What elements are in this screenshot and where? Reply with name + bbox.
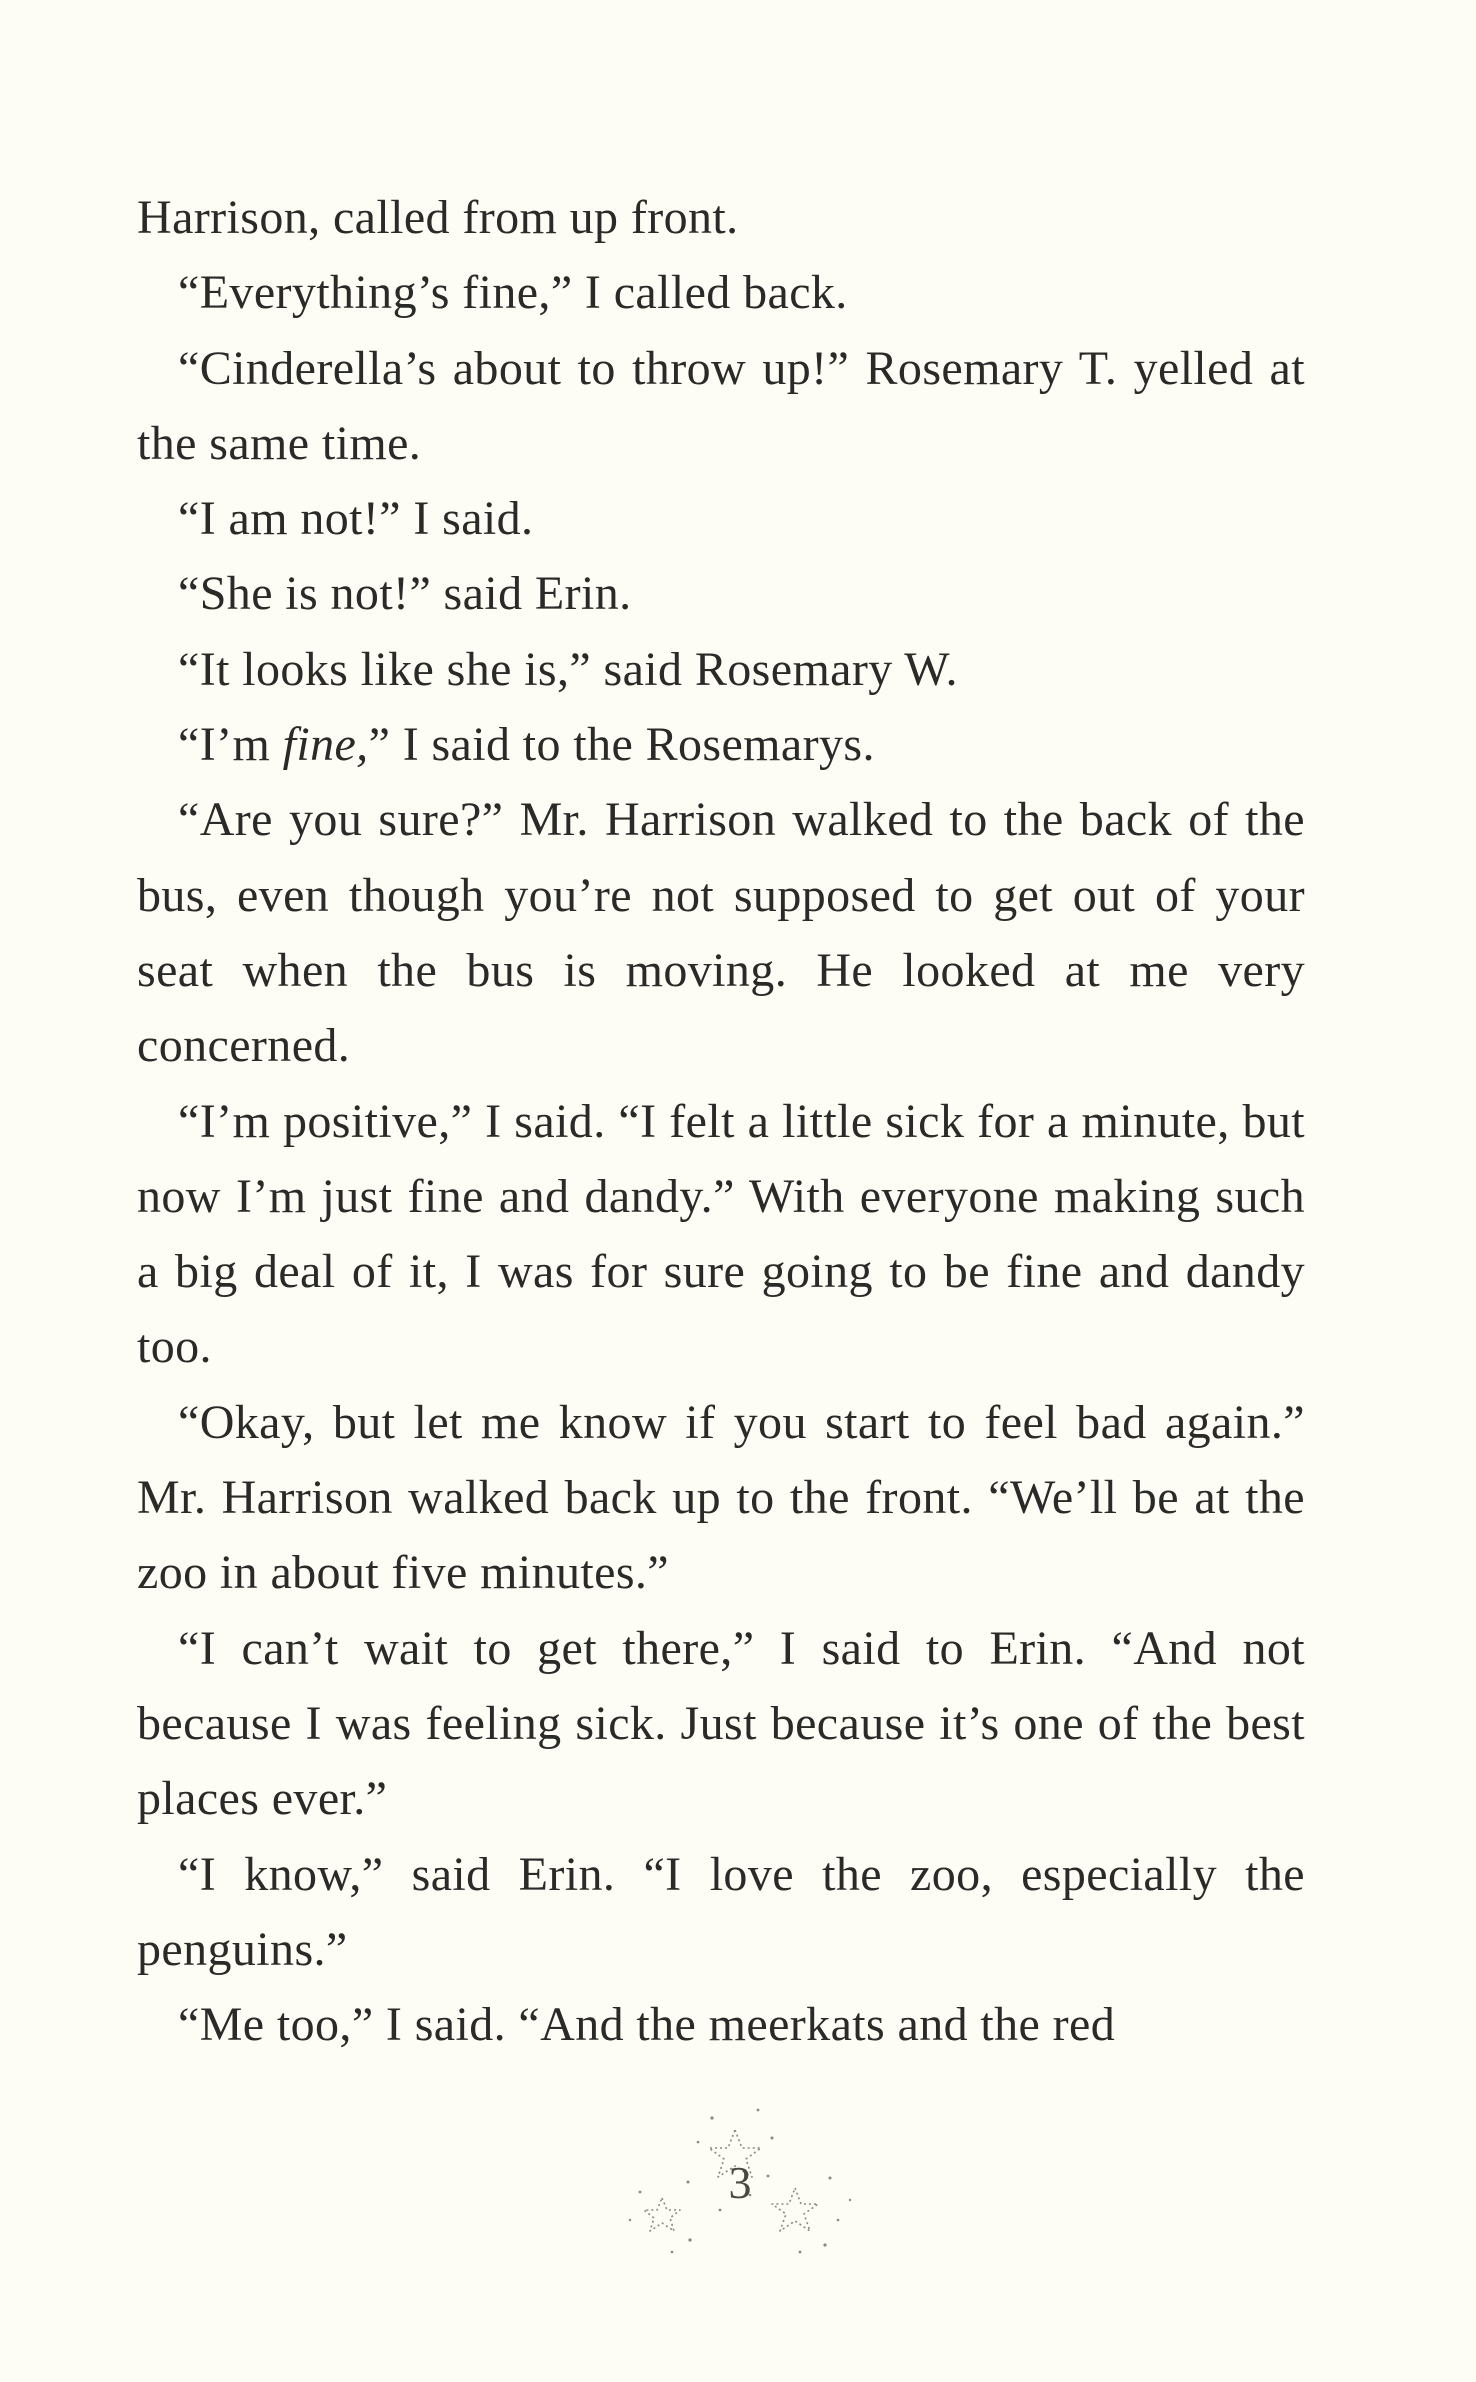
paragraph: “It looks like she is,” said Rosemary W.	[178, 642, 958, 696]
emphasis-text: fine,	[282, 718, 369, 772]
paragraph: “Cinderella’s about to throw up!” Rosemary T. yelled at the same time.	[137, 341, 1305, 470]
paragraph: “I’m positive,” I said. “I felt a little sick for a minute, but now I’m just fine and dandy.” With everyone making such a big deal of it, I was for sure going to be fine and dandy too.	[137, 1094, 1305, 1374]
body-text	[137, 180, 1305, 2062]
paragraph: Harrison, called from up front.	[137, 191, 739, 244]
paragraph: “Are you sure?” Mr. Harrison walked to the back of the bus, even though you’re not supposed to get out of your seat when the bus is moving. He looked at me very concerned.	[137, 793, 1305, 1073]
page-number: 3	[728, 2157, 752, 2208]
paragraph: “Everything’s fine,” I called back.	[178, 266, 848, 320]
paragraph: “I can’t wait to get there,” I said to Erin. “And not because I was feeling sick. Just because it’s one of the best places ever.”	[137, 1621, 1305, 1826]
paragraph: “I know,” said Erin. “I love the zoo, especially the penguins.”	[137, 1847, 1305, 1976]
paragraph: “I am not!” I said.	[178, 492, 534, 546]
paragraph: “Okay, but let me know if you start to feel bad again.” Mr. Harrison walked back up to the front. “We’ll be at the zoo in about five minutes.”	[137, 1395, 1305, 1600]
paragraph: “I’m fine,” I said to the Rosemarys.	[178, 718, 875, 772]
page-folio	[600, 2080, 900, 2280]
paragraph: “Me too,” I said. “And the meerkats and the red	[178, 1998, 1116, 2052]
paragraph: “She is not!” said Erin.	[178, 567, 632, 621]
